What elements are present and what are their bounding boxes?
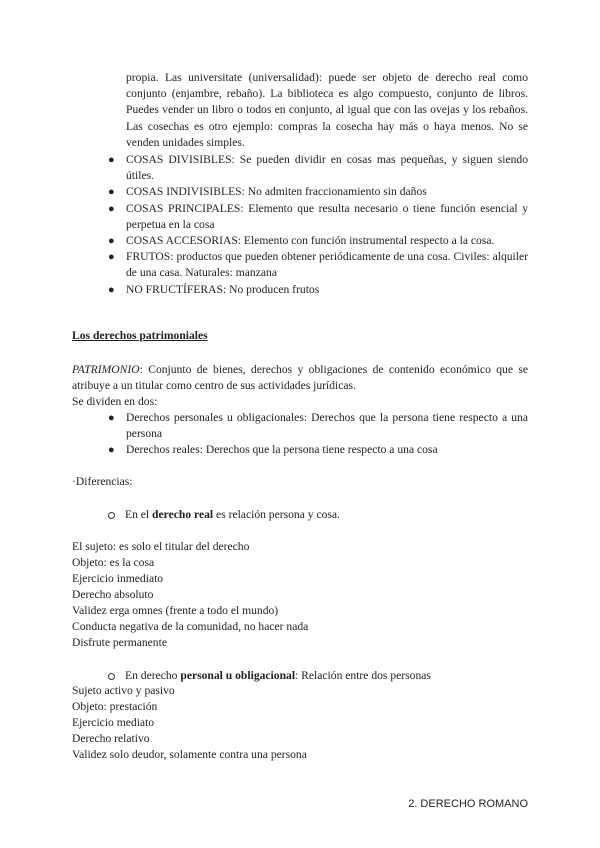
- real-line: Conducta negativa de la comunidad, no hacer nada: [72, 620, 309, 633]
- bullet-icon: ●: [108, 186, 115, 199]
- real-right-term: derecho real: [152, 508, 214, 521]
- patrimonio-definition: : Conjunto de bienes, derechos y obligaciones de contenido económico que se atribuye a un titular como centro de sus actividades jurídicas.: [72, 363, 528, 393]
- patrimonio-term: PATRIMONIO: [72, 363, 140, 376]
- personal-line: Ejercicio mediato: [72, 716, 155, 729]
- real-line: Validez erga omnes (frente a todo el mundo): [72, 604, 279, 617]
- list-item: ● COSAS ACCESORIAS: Elemento con función instrumental respecto a la cosa.: [72, 233, 528, 249]
- circle-bullet-icon: [108, 512, 115, 519]
- page-footer: 2. DERECHO ROMANO: [408, 798, 528, 810]
- top-paragraph: propia. Las universitate (universalidad): puede ser objeto de derecho real como conjunto (enjambre, rebaño). La biblioteca es algo compuesto, conjunto de libros. Puedes vender un libro o todos en conjunto, al igual que con las ovejas y los rebaños. Las cosechas es otro ejemplo: compras la cosecha hay más o haya menos. No se venden unidades simples.: [126, 71, 528, 149]
- list-item: ● NO FRUCTÍFERAS: No producen frutos: [72, 282, 528, 298]
- personal-line: Derecho relativo: [72, 732, 150, 745]
- real-line: Derecho absoluto: [72, 588, 154, 601]
- things-list: [72, 152, 528, 298]
- personal-right-term: personal u obligacional: [180, 669, 296, 682]
- divide-text: Se dividen en dos:: [72, 395, 158, 408]
- personal-line: Objeto: prestación: [72, 700, 158, 713]
- section-heading: Los derechos patrimoniales: [72, 329, 208, 342]
- bullet-icon: ●: [108, 412, 115, 424]
- list-item: ● COSAS DIVISIBLES: Se pueden dividir en cosas mas pequeñas, y siguen siendo útiles.: [108, 153, 528, 183]
- real-line: Disfrute permanente: [72, 636, 167, 649]
- list-item: ● COSAS INDIVISIBLES: No admiten fraccionamiento sin daños: [72, 184, 528, 200]
- bullet-icon: ●: [108, 235, 115, 248]
- real-line: Ejercicio inmediato: [72, 572, 164, 585]
- personal-right-intro: En derecho personal u obligacional: Relación entre dos personas: [108, 668, 431, 684]
- list-item: ● Derechos reales: Derechos que la persona tiene respecto a una cosa: [72, 442, 528, 458]
- personal-line: Validez solo deudor, solamente contra una persona: [72, 748, 307, 761]
- list-item: ● COSAS PRINCIPALES: Elemento que resulta necesario o tiene función esencial y perpetua en la cosa: [108, 201, 528, 231]
- bullet-icon: ●: [108, 444, 115, 457]
- bullet-icon: ●: [108, 283, 115, 296]
- bullet-icon: ●: [108, 202, 115, 215]
- list-item: ● Derechos personales u obligacionales: Derechos que la persona tiene respecto a una persona: [108, 411, 528, 441]
- personal-line: Sujeto activo y pasivo: [72, 684, 175, 697]
- differences-label: ·Diferencias:: [72, 475, 133, 488]
- bullet-icon: ●: [108, 154, 115, 166]
- circle-bullet-icon: [108, 673, 115, 680]
- list-item: ● FRUTOS: productos que pueden obtener periódicamente de una cosa. Civiles: alquiler de una casa. Naturales: manzana: [108, 250, 528, 280]
- real-line: Objeto: es la cosa: [72, 556, 155, 569]
- bullet-icon: ●: [108, 251, 115, 264]
- patrimonio-paragraph: [72, 362, 528, 394]
- rights-list: [72, 410, 528, 459]
- real-line: El sujeto: es solo el titular del derecho: [72, 540, 250, 553]
- real-right-intro: En el derecho real es relación persona y cosa.: [108, 507, 340, 523]
